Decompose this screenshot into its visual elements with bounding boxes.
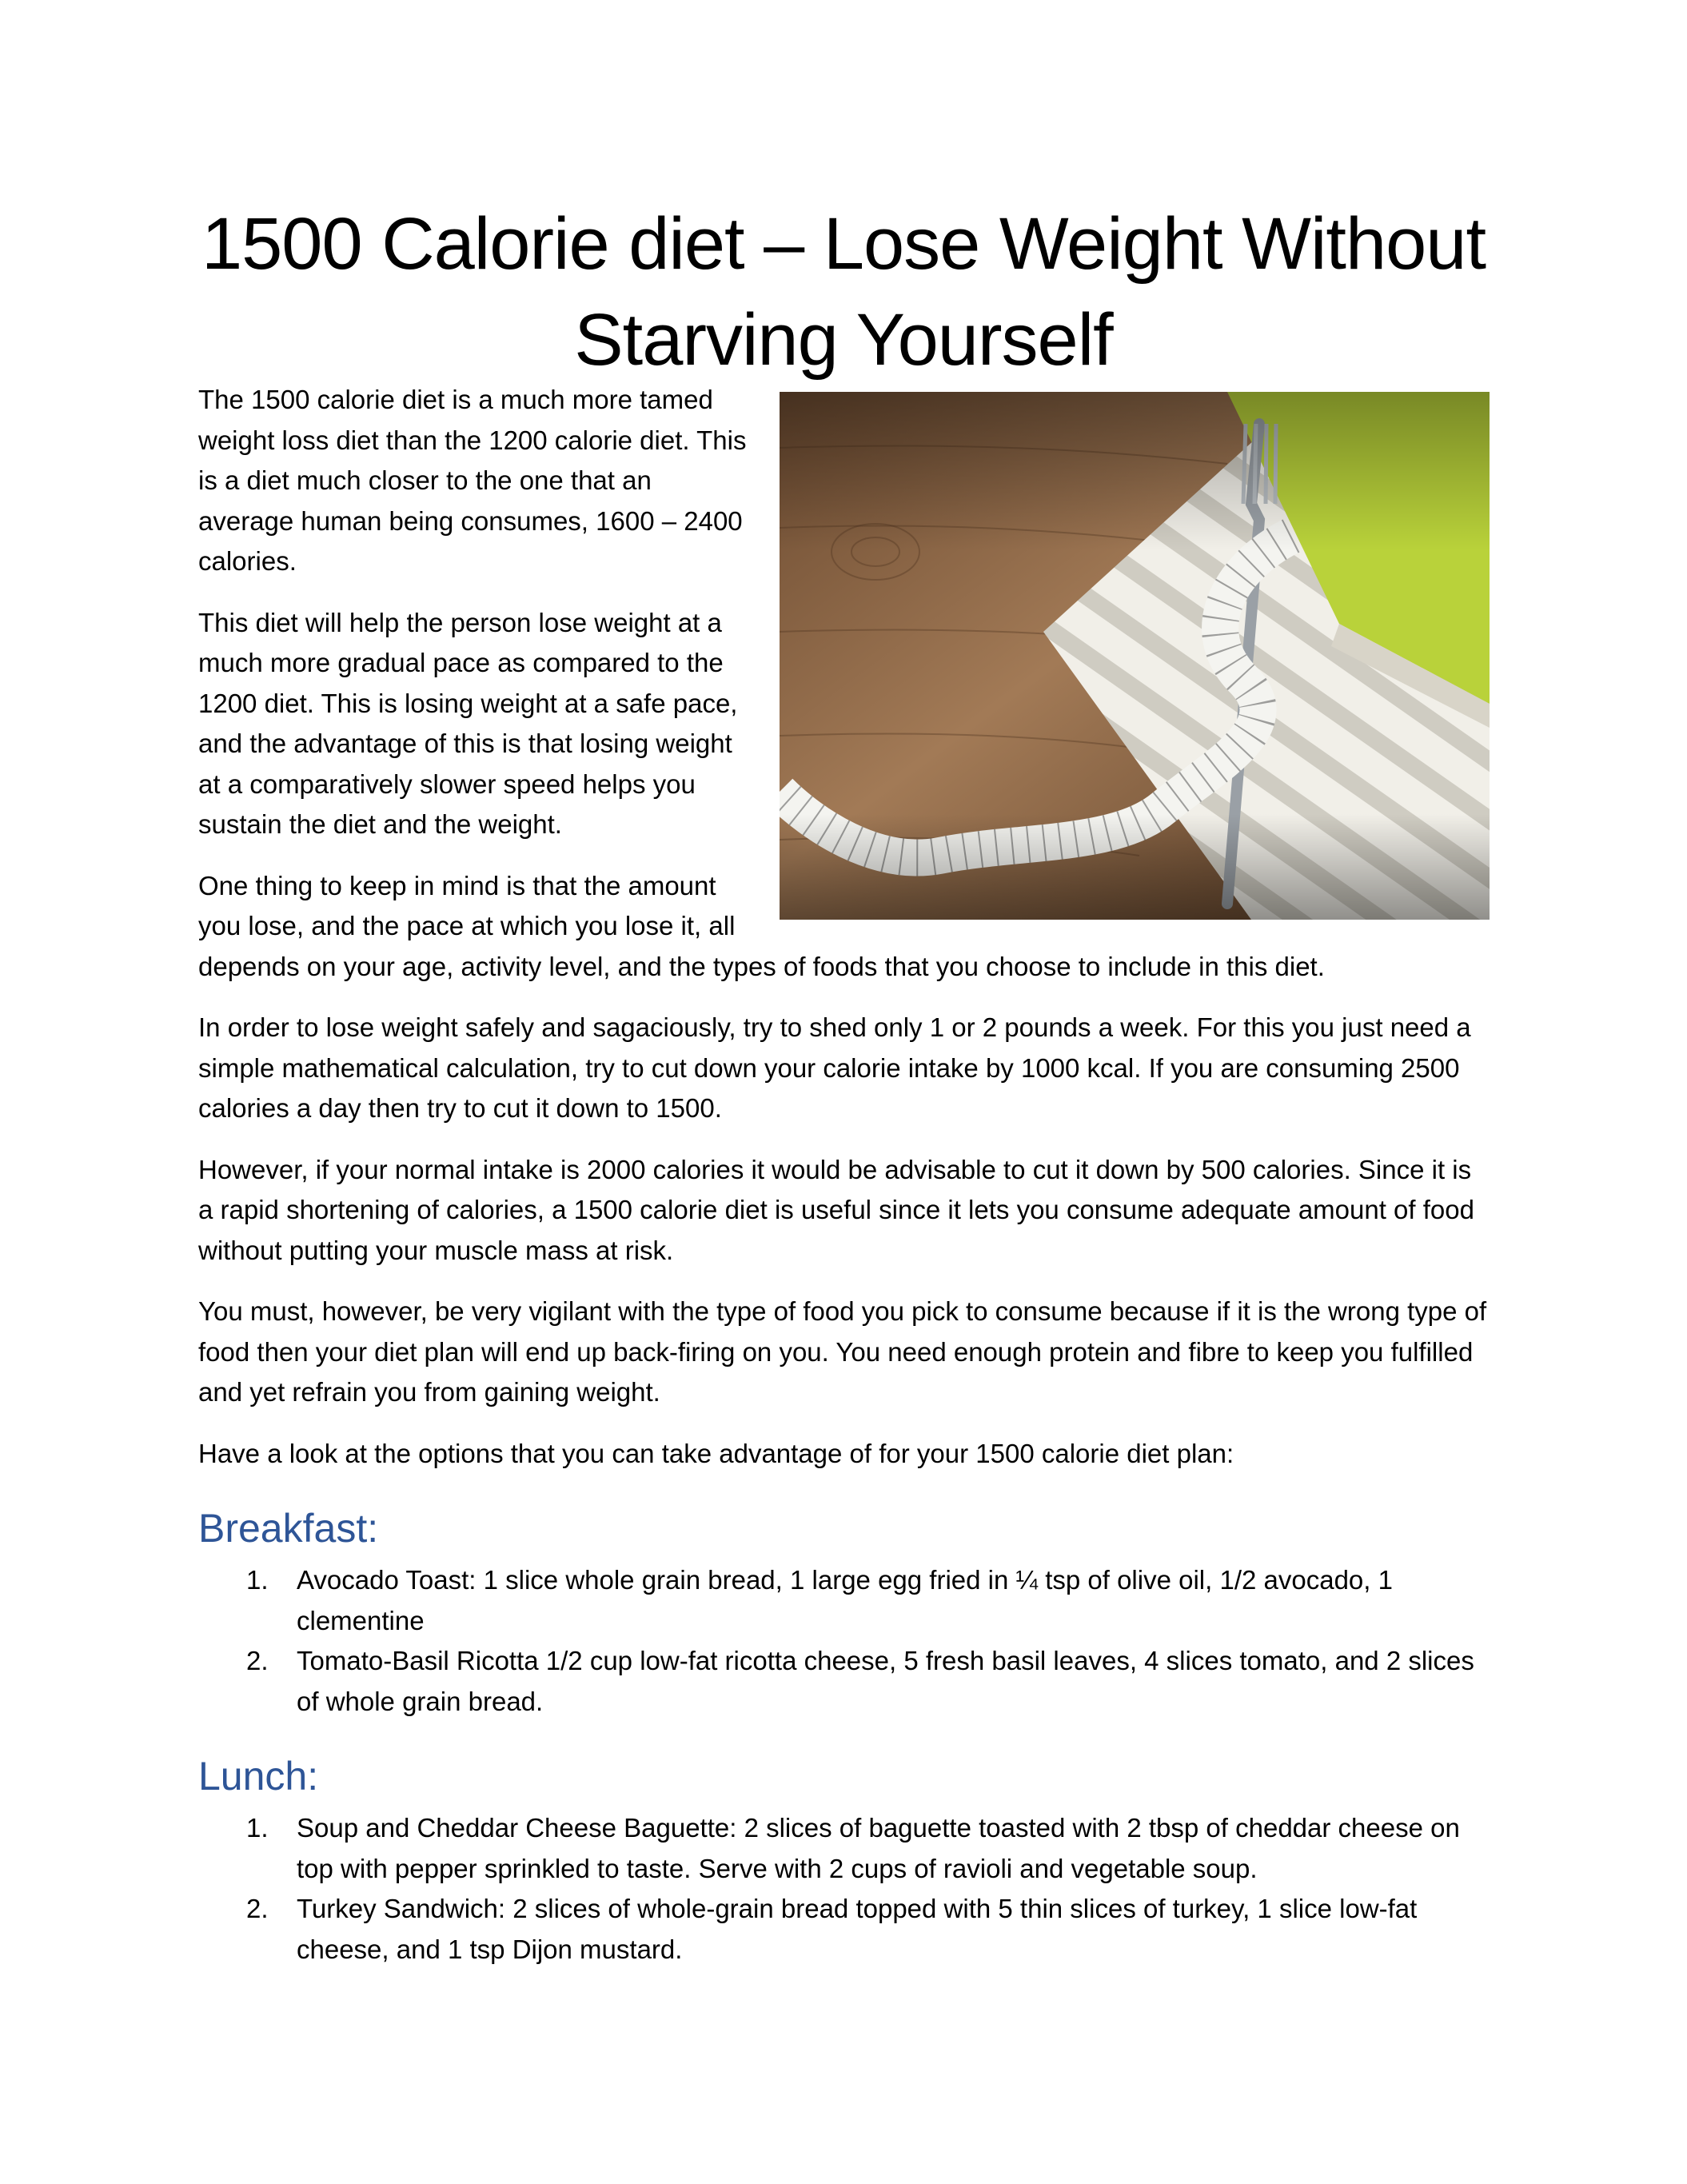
lunch-list (198, 1808, 1490, 1970)
paragraph: You must, however, be very vigilant with the type of food you pick to consume because if it is the wrong type of food then your diet plan will end up back-firing on you. You need enough protein and fibre to keep you fulfilled and yet refrain you from gaining weight. (198, 1296, 1487, 1407)
page-title: 1500 Calorie diet – Lose Weight Without Starving Yourself (201, 203, 1486, 381)
paragraph: However, if your normal intake is 2000 calories it would be advisable to cut it down by 500 calories. Since it is a rapid shortening of calories, a 1500 calorie diet is useful since it lets you consume adequate amount of food without putting your muscle mass at risk. (198, 1154, 1474, 1265)
breakfast-list (198, 1560, 1490, 1722)
lunch-heading: Lunch: (198, 1754, 319, 1799)
list-item (198, 1560, 1490, 1641)
list-item-text: Avocado Toast: 1 slice whole grain bread, 1 large egg fried in ¼ tsp of olive oil, 1/2 avocado, 1 clementine (297, 1565, 1393, 1635)
list-item (198, 1641, 1490, 1722)
breakfast-heading: Breakfast: (198, 1506, 379, 1551)
list-item-text: Turkey Sandwich: 2 slices of whole-grain bread topped with 5 thin slices of turkey, 1 slice low-fat cheese, and 1 tsp Dijon mustard. (297, 1894, 1418, 1964)
list-number: 1. (246, 1813, 269, 1843)
list-number: 1. (246, 1565, 269, 1595)
paragraph: This diet will help the person lose weight at a much more gradual pace as compared to the 1200 diet. This is losing weight at a safe pace, and the advantage of this is that losing weight at a comparatively slower speed helps you sustain the diet and the weight. (198, 607, 738, 839)
paragraph: One thing to keep in mind is that the amount you lose, and the pace at which you lose it, all depends on your age, activity level, and the types of foods that you choose to include in this diet. (198, 870, 1325, 981)
diet-photo (780, 392, 1490, 920)
paragraph: In order to lose weight safely and sagaciously, try to shed only 1 or 2 pounds a week. For this you just need a simple mathematical calculation, try to cut down your calorie intake by 1000 kcal. If you are consuming 2500 calories a day then try to cut it down to 1500. (198, 1012, 1471, 1123)
diet-photo-icon (780, 392, 1490, 920)
list-item-text: Soup and Cheddar Cheese Baguette: 2 slices of baguette toasted with 2 tbsp of cheddar cheese on top with pepper sprinkled to taste. Serve with 2 cups of ravioli and vegetable soup. (297, 1813, 1460, 1883)
list-number: 2. (246, 1646, 269, 1675)
paragraph: Have a look at the options that you can take advantage of for your 1500 calorie diet plan: (198, 1438, 1234, 1468)
paragraph: The 1500 calorie diet is a much more tamed weight loss diet than the 1200 calorie diet. This is a diet much closer to the one that an average human being consumes, 1600 – 2400 calories. (198, 385, 747, 576)
list-item (198, 1889, 1490, 1970)
list-number: 2. (246, 1894, 269, 1923)
list-item-text: Tomato-Basil Ricotta 1/2 cup low-fat ricotta cheese, 5 fresh basil leaves, 4 slices tomato, and 2 slices of whole grain bread. (297, 1646, 1474, 1716)
list-item (198, 1808, 1490, 1889)
article-body (198, 380, 1490, 1970)
